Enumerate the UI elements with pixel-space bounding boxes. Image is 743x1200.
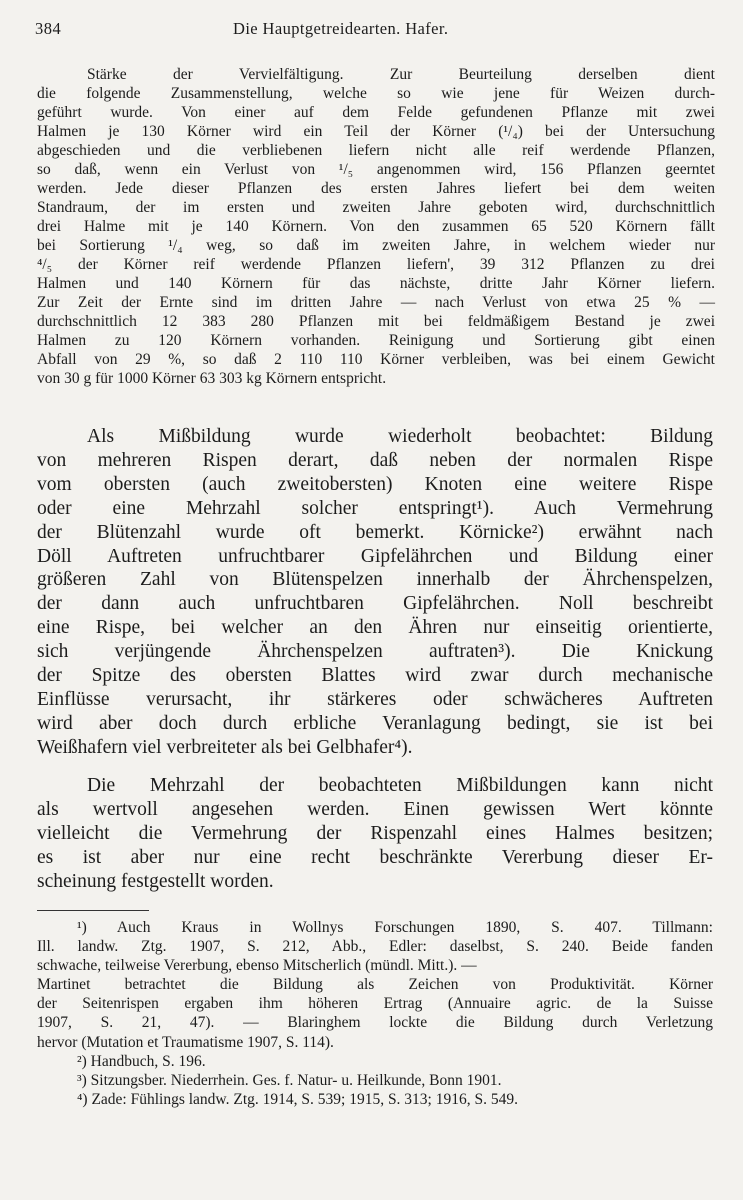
small-paragraph-line: geführt wurde. Von einer auf dem Felde gefundenen Pflanze mit zwei bbox=[37, 104, 715, 121]
paragraph-line: eine Rispe, bei welcher an den Ähren nur einseitig orientierte, bbox=[37, 617, 713, 639]
footnote-line: 1907, S. 21, 47). — Blaringhem lockte die Bildung durch Verletzung bbox=[37, 1014, 713, 1032]
paragraph-line: als wertvoll angesehen werden. Einen gewissen Wert könnte bbox=[37, 798, 713, 820]
paragraph-line: es ist aber nur eine recht beschränkte Vererbung dieser Er- bbox=[37, 846, 713, 868]
small-paragraph-line: Zur Zeit der Ernte sind im dritten Jahre — nach Verlust von etwa 25 % — bbox=[37, 294, 715, 311]
page-header bbox=[35, 19, 715, 45]
paragraph-line: Einflüsse verursacht, ihr stärkeres oder schwächeres Auftreten bbox=[37, 688, 713, 710]
paragraph-line: vielleicht die Vermehrung der Rispenzahl eines Halmes besitzen; bbox=[37, 822, 713, 844]
page-number: 384 bbox=[35, 19, 62, 38]
paragraph-line: Die Mehrzahl der beobachteten Mißbildungen kann nicht bbox=[87, 775, 713, 796]
paragraph-line: oder eine Mehrzahl solcher entspringt¹). Auch Vermehrung bbox=[37, 497, 713, 519]
small-paragraph-line: von 30 g für 1000 Körner 63 303 kg Körnern entspricht. bbox=[37, 370, 387, 387]
small-paragraph-line: werden. Jede dieser Pflanzen des ersten Jahres liefert bei dem weiten bbox=[37, 180, 715, 197]
footnote-line: ²) Handbuch, S. 196. bbox=[77, 1052, 206, 1070]
running-title: Die Hauptgetreidearten. Hafer. bbox=[233, 19, 449, 38]
small-paragraph-line: Standraum, der im ersten und zweiten Jahre geboten wird, durchschnittlich bbox=[37, 199, 715, 216]
small-paragraph-line: Halmen und 140 Körnern für das nächste, dritte Jahr Körner liefern. bbox=[37, 275, 715, 292]
paragraph-missbildung bbox=[37, 425, 713, 760]
small-print-paragraph bbox=[37, 65, 715, 388]
footnote-line: Martinet betrachtet die Bildung als Zeichen von Produktivität. Körner bbox=[37, 976, 713, 994]
paragraph-line: wird aber doch durch erbliche Veranlagung bedingt, sie ist bei bbox=[37, 712, 713, 734]
footnote-line: hervor (Mutation et Traumatisme 1907, S. 114). bbox=[37, 1033, 334, 1051]
paragraph-line: vom obersten (auch zweitobersten) Knoten eine weitere Rispe bbox=[37, 473, 713, 495]
paragraph-line: Döll Auftreten unfruchtbarer Gipfelährchen und Bildung einer bbox=[37, 545, 713, 567]
small-paragraph-line: Abfall von 29 %, so daß 2 110 110 Körner verbleiben, was bei einem Gewicht bbox=[37, 351, 715, 368]
paragraph-line: der Blütenzahl wurde oft bemerkt. Körnicke²) erwähnt nach bbox=[37, 521, 713, 543]
paragraph-line: der Spitze des obersten Blattes wird zwar durch mechanische bbox=[37, 665, 713, 687]
footnote-line: ⁴) Zade: Fühlings landw. Ztg. 1914, S. 539; 1915, S. 313; 1916, S. 549. bbox=[77, 1090, 518, 1108]
footnote-line: der Seitenrispen ergaben ihm höheren Ertrag (Annuaire agric. de la Suisse bbox=[37, 995, 713, 1013]
footnotes bbox=[37, 918, 713, 1109]
small-paragraph-line: Stärke der Vervielfältigung. Zur Beurteilung derselben dient bbox=[87, 66, 715, 83]
paragraph-line: der dann auch unfruchtbaren Gipfelährchen. Noll beschreibt bbox=[37, 593, 713, 615]
small-paragraph-line: ⁴/₅ der Körner reif werdende Pflanzen liefern', 39 312 Pflanzen zu drei bbox=[37, 256, 715, 273]
small-paragraph-line: Halmen je 130 Körner wird ein Teil der Körner (¹/₄) bei der Untersuchung bbox=[37, 123, 715, 140]
small-paragraph-line: so daß, wenn ein Verlust von ¹/₅ angenommen wird, 156 Pflanzen geerntet bbox=[37, 161, 715, 178]
small-paragraph-line: bei Sortierung ¹/₄ weg, so daß im zweiten Jahre, in welchem wieder nur bbox=[37, 237, 715, 254]
small-paragraph-line: abgeschieden und die verbliebenen liefern nicht alle reif werdende Pflanzen, bbox=[37, 142, 715, 159]
small-paragraph-line: drei Halme mit je 140 Körnern. Von den zusammen 65 520 Körnern fällt bbox=[37, 218, 715, 235]
small-paragraph-line: Halmen zu 120 Körnern vorhanden. Reinigung und Sortierung gibt einen bbox=[37, 332, 715, 349]
paragraph-line: von mehreren Rispen derart, daß neben der normalen Rispe bbox=[37, 449, 713, 471]
paragraph-line: scheinung festgestellt worden. bbox=[37, 870, 274, 892]
footnote-line: schwache, teilweise Vererbung, ebenso Mitscherlich (mündl. Mitt.). — bbox=[37, 957, 477, 975]
paragraph-line: sich verjüngende Ährchenspelzen auftraten³). Die Knickung bbox=[37, 641, 713, 663]
paragraph-line: Als Mißbildung wurde wiederholt beobachtet: Bildung bbox=[87, 426, 713, 447]
paragraph-line: größeren Zahl von Blütenspelzen innerhalb der Ährchenspelzen, bbox=[37, 569, 713, 591]
footnote-line: ¹) Auch Kraus in Wollnys Forschungen 1890, S. 407. Tillmann: bbox=[77, 919, 713, 936]
small-paragraph-line: die folgende Zusammenstellung, welche so wie jene für Weizen durch- bbox=[37, 85, 715, 102]
footnote-line: ³) Sitzungsber. Niederrhein. Ges. f. Natur- u. Heilkunde, Bonn 1901. bbox=[77, 1071, 502, 1089]
footnote-divider bbox=[37, 910, 149, 911]
paragraph-mehrzahl bbox=[37, 774, 713, 894]
small-paragraph-line: durchschnittlich 12 383 280 Pflanzen mit bei feldmäßigem Bestand je zwei bbox=[37, 313, 715, 330]
paragraph-line: Weißhafern viel verbreiteter als bei Gelbhafer⁴). bbox=[37, 736, 413, 758]
footnote-line: Ill. landw. Ztg. 1907, S. 212, Abb., Edler: daselbst, S. 240. Beide fanden bbox=[37, 938, 713, 956]
